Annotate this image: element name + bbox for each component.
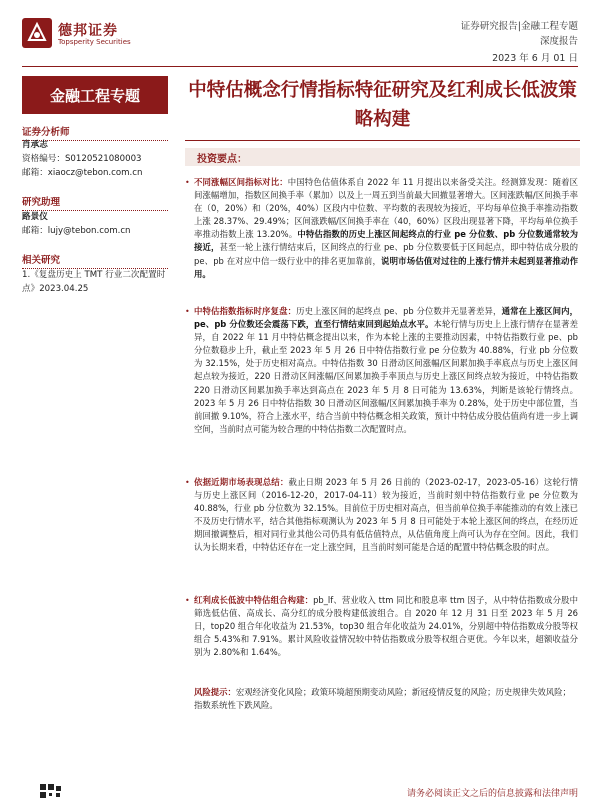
paragraph-lead: 红利成长低波中特估组合构建： [194, 595, 314, 605]
paragraph-lead: 依据近期市场表现总结： [194, 477, 289, 487]
report-type: 深度报告 [539, 36, 578, 47]
summary-heading: 投资要点： [197, 154, 247, 165]
paragraph-text: 本轮行情与历史上上涨行情存在显著差异，自 2022 年 11 月中特估概念提出以来，作为本轮上涨的主要推动因素，中特估指数行业 pe、pb 分位数稳步上升，截止至 2023 年 5 月 26 日中特估指数行业 pe 分位数为 40.88%，行业 pb 分位数为 32.15%，处于历史相对高点。中特估指数 30 日滑动区间涨幅/区间累加换手率底点与历史上涨区间起点较为接近，220 日滑动区间涨幅/区间累加换手率顶点与历史上涨区间终点较为接近，中特估指数 220 日滑动区间累加换手率达到高点在 2023 年 5 月 8 日可能为 13.63%，判断是该轮行情终点。2023 年 5 月 26 日中特估指数 30 日滑动区间涨幅/区间累加换手率为 0.28%，处于历史中部位置，当前回撤 9.10%，符合上涨水平，结合当前中特估概念相关政策，预计中特估成分股估值尚有进一步上调空间，当前时点可能为较合理的中特估指数二次配置时点。 [194, 319, 578, 434]
paragraph-emphasis: 通常在上涨区间内，pe、pb 分位数还会震荡下跌，直至行情结束回到起始点水平。 [194, 306, 579, 330]
paragraph-3 [185, 476, 579, 555]
paragraph-2 [185, 305, 579, 436]
paragraph-text: 历史上涨区间的起终点 pe、pb 分位数并无显著差异， [296, 306, 502, 316]
analyst-cert: 资格编号：S0120521080003 [22, 154, 142, 164]
logo-text-en: Topsperity Securities [58, 38, 131, 46]
assistant-name: 路景仪 [22, 212, 48, 222]
paragraph-text: 中国特色估值体系自 2022 年 11 月提出以来备受关注。经测算发现：随着区间涨幅增加，指数区间换手率（累加）以及上一周五到当前最大回撤显著增大。区间涨跌幅/区间换手率在（0，20%）和（20%，40%）区段内中位数、平均数的表现较为接近，平均每单位换手率推动指数上涨 28.37%、29.49%；区间涨跌幅/区间换手率在（40，60%）区段出现显著下降，平均每单位换手率推动指数上涨 13.20%。 [194, 177, 579, 240]
related-heading: 相关研究 [22, 252, 168, 269]
risk-text: 宏观经济变化风险；政策环境超预期变动风险；新冠疫情反复的风险；历史规律失效风险；指数系统性下跌风险。 [194, 687, 571, 711]
logo-text-cn: 德邦证券 [58, 23, 118, 39]
risk-warning [194, 686, 578, 712]
paragraph-text: pb_lf、营业收入 ttm 同比和股息率 ttm 因子，从中特估指数成分股中筛选低估值、高成长、高分红的成分股构建低波组合。自 2020 年 12 月 31 日至 2023 年 5 月 26 日，top20 组合年化收益为 21.53%，top30 组合年化收益为 24.01%，分别超中特估指数成分股等权组合 5.43%和 7.91%。累计风险收益情况较中特估指数成分股等权组合更优。今年以来，超额收益分别为 2.80%和 1.64%。 [194, 595, 579, 658]
report-date: 2023 年 6 月 01 日 [492, 53, 578, 64]
related-report-link[interactable]: 1.《复盘历史上 TMT 行业二次配置时点》2023.04.25 [22, 270, 166, 294]
assistant-email[interactable]: 邮箱：lujy@tebon.com.cn [22, 226, 131, 236]
paragraph-lead: 不同涨幅区间指标对比： [194, 177, 288, 187]
footer-disclaimer: 请务必阅读正文之后的信息披露和法律声明 [406, 789, 578, 799]
risk-lead: 风险提示： [194, 687, 236, 697]
paragraph-4 [185, 594, 579, 659]
paragraph-1 [185, 176, 579, 281]
report-category: 证券研究报告|金融工程专题 [460, 21, 578, 32]
logo-icon [22, 18, 52, 48]
category-badge: 金融工程专题 [22, 76, 168, 114]
bullet-icon: • [185, 596, 190, 605]
bullet-icon: • [185, 307, 190, 316]
paragraph-text: 甚至一轮上涨行情结束后，区间终点的行业 pe、pb 分位数要低于区间起点，即中特估成分股的 pe、pb 在对应中信一级行业中的排名更加靠前， [194, 242, 578, 266]
paragraph-emphasis: 说明市场估值对过往的上涨行情并未起到显著推动作用。 [194, 255, 578, 279]
analyst-name: 肖承志 [22, 140, 48, 150]
qr-code-icon [40, 784, 62, 798]
report-title: 中特估概念行情指标特征研究及红利成长低波策略构建 [188, 80, 577, 130]
analyst-heading: 证券分析师 [22, 124, 168, 141]
analyst-email[interactable]: 邮箱：xiaocz@tebon.com.cn [22, 168, 143, 178]
paragraph-emphasis: 中特估指数的历史上涨区间起终点的行业 pe 分位数、pb 分位数通常较为接近， [194, 229, 578, 253]
summary-heading-bar [185, 148, 580, 166]
bullet-icon: • [185, 178, 190, 187]
header-divider [22, 66, 578, 67]
bullet-icon: • [185, 478, 190, 487]
paragraph-text: 截止日期 2023 年 5 月 26 日前的（2023-02-17，2023-05-16）这轮行情与历史上涨区间（2016-12-20，2017-04-11）较为接近，当前时刻中特估指数行业 pe 分位数为 40.88%，行业 pb 分位数为 32.15%。目前位于历史相对高点，但当前单位换手率能推动的有效上涨已不及历史行情水平，结合其他指标观测认为 2023 年 5 月 8 日可能处于本轮上涨区间的终点，在经历近期回撤调整后，相对同行业其他公司仍具有低估值特点，从估值角度上尚可认为存在空间。因此，我们认为长期来看，中特估还存在一定上涨空间，且当前时刻可能是合适的配置中特估概念股的时点。 [194, 477, 579, 553]
title-divider [185, 140, 580, 141]
assistant-heading: 研究助理 [22, 194, 168, 211]
paragraph-lead: 中特估指数指标时序复盘： [194, 306, 297, 316]
logo-mark [22, 18, 52, 48]
